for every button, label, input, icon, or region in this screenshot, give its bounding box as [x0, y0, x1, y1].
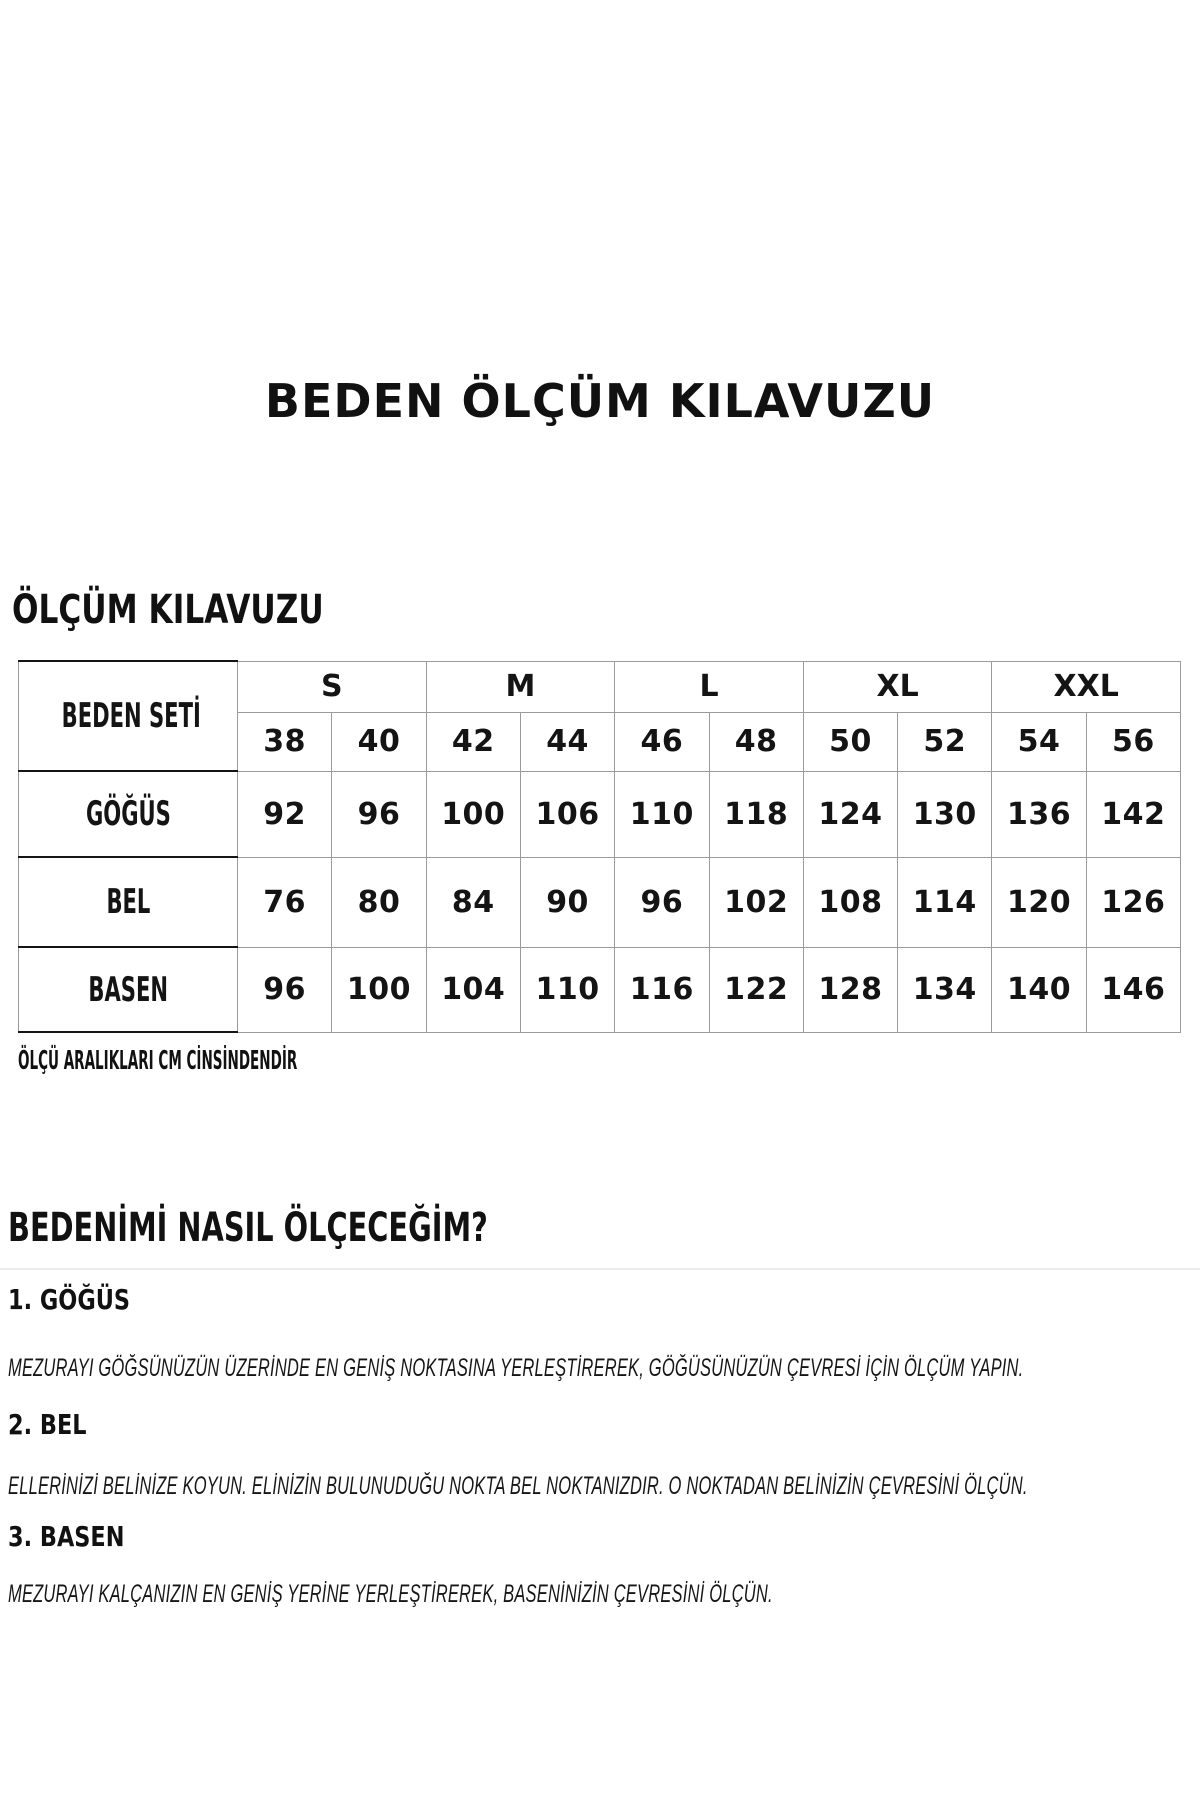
step-1-text: MEZURAYI GÖĞSÜNÜZÜN ÜZERİNDE EN GENİŞ NOKTASINA YERLEŞTİREREK, GÖĞÜSÜNÜZÜN ÇEVRESİ İÇİN ÖLÇÜM YAPIN. — [8, 1354, 1024, 1382]
size-group-cell-l: L — [615, 661, 804, 712]
measure-value-cell: 110 — [615, 771, 709, 857]
measure-label-cell: BASEN — [19, 947, 238, 1032]
table-row-gogus — [19, 771, 1181, 857]
size-number-cell: 54 — [992, 712, 1086, 771]
measure-value-cell: 100 — [426, 771, 520, 857]
step-3-title: 3. BASEN — [8, 1520, 125, 1553]
step-2-title: 2. BEL — [8, 1408, 87, 1441]
size-table — [18, 660, 1181, 1033]
guide-section-title-text: ÖLÇÜM KILAVUZU — [12, 587, 324, 633]
step-1-title: 1. GÖĞÜS — [8, 1283, 131, 1316]
table-row-basen — [19, 947, 1181, 1032]
measure-value-cell: 134 — [898, 947, 992, 1032]
size-number-cell: 38 — [238, 712, 332, 771]
size-group-cell-xl: XL — [803, 661, 992, 712]
measure-value-cell: 96 — [332, 771, 426, 857]
size-number-cell: 44 — [520, 712, 614, 771]
measure-value-cell: 126 — [1086, 857, 1180, 947]
size-group-cell-s: S — [238, 661, 427, 712]
size-number-cell: 52 — [898, 712, 992, 771]
measure-value-cell: 142 — [1086, 771, 1180, 857]
measure-value-cell: 104 — [426, 947, 520, 1032]
measure-value-cell: 100 — [332, 947, 426, 1032]
measure-value-cell: 136 — [992, 771, 1086, 857]
measure-value-cell: 76 — [238, 857, 332, 947]
size-letters-row — [19, 661, 1181, 712]
measure-value-cell: 102 — [709, 857, 803, 947]
size-number-cell: 46 — [615, 712, 709, 771]
measure-value-cell: 92 — [238, 771, 332, 857]
step-2-text: ELLERİNİZİ BELİNİZE KOYUN. ELİNİZİN BULUNUDUĞU NOKTA BEL NOKTANIZDIR. O NOKTADAN BELİNİZİN ÇEVRESİNİ ÖLÇÜN. — [8, 1472, 1028, 1500]
measure-value-cell: 96 — [615, 857, 709, 947]
size-group-cell-m: M — [426, 661, 615, 712]
size-number-cell: 56 — [1086, 712, 1180, 771]
size-number-cell: 50 — [803, 712, 897, 771]
measure-value-cell: 114 — [898, 857, 992, 947]
size-set-corner-cell: BEDEN SETİ — [19, 661, 238, 771]
page-title: BEDEN ÖLÇÜM KILAVUZU — [264, 374, 936, 428]
measure-value-cell: 120 — [992, 857, 1086, 947]
size-number-cell: 48 — [709, 712, 803, 771]
step-3-text: MEZURAYI KALÇANIZIN EN GENİŞ YERİNE YERLEŞTİREREK, BASENİNİZİN ÇEVRESİNİ ÖLÇÜN. — [8, 1580, 773, 1608]
table-row-bel — [19, 857, 1181, 947]
section-divider — [0, 1268, 1200, 1270]
size-number-cell: 40 — [332, 712, 426, 771]
guide-section-title — [12, 587, 412, 633]
measurement-unit-note: ÖLÇÜ ARALIKLARI CM CİNSİNDENDİR — [18, 1046, 298, 1076]
size-group-cell-xxl: XXL — [992, 661, 1181, 712]
measure-value-cell: 90 — [520, 857, 614, 947]
measure-value-cell: 80 — [332, 857, 426, 947]
measure-value-cell: 108 — [803, 857, 897, 947]
measure-value-cell: 128 — [803, 947, 897, 1032]
measure-label-cell: BEL — [19, 857, 238, 947]
measure-value-cell: 106 — [520, 771, 614, 857]
measure-value-cell: 116 — [615, 947, 709, 1032]
measure-value-cell: 130 — [898, 771, 992, 857]
measure-value-cell: 140 — [992, 947, 1086, 1032]
measure-value-cell: 118 — [709, 771, 803, 857]
howto-section-title: BEDENİMİ NASIL ÖLÇECEĞİM? — [8, 1205, 488, 1251]
measure-value-cell: 110 — [520, 947, 614, 1032]
measure-label-cell: GÖĞÜS — [19, 771, 238, 857]
measure-value-cell: 146 — [1086, 947, 1180, 1032]
measure-value-cell: 84 — [426, 857, 520, 947]
measure-value-cell: 122 — [709, 947, 803, 1032]
measure-value-cell: 124 — [803, 771, 897, 857]
size-number-cell: 42 — [426, 712, 520, 771]
measure-value-cell: 96 — [238, 947, 332, 1032]
